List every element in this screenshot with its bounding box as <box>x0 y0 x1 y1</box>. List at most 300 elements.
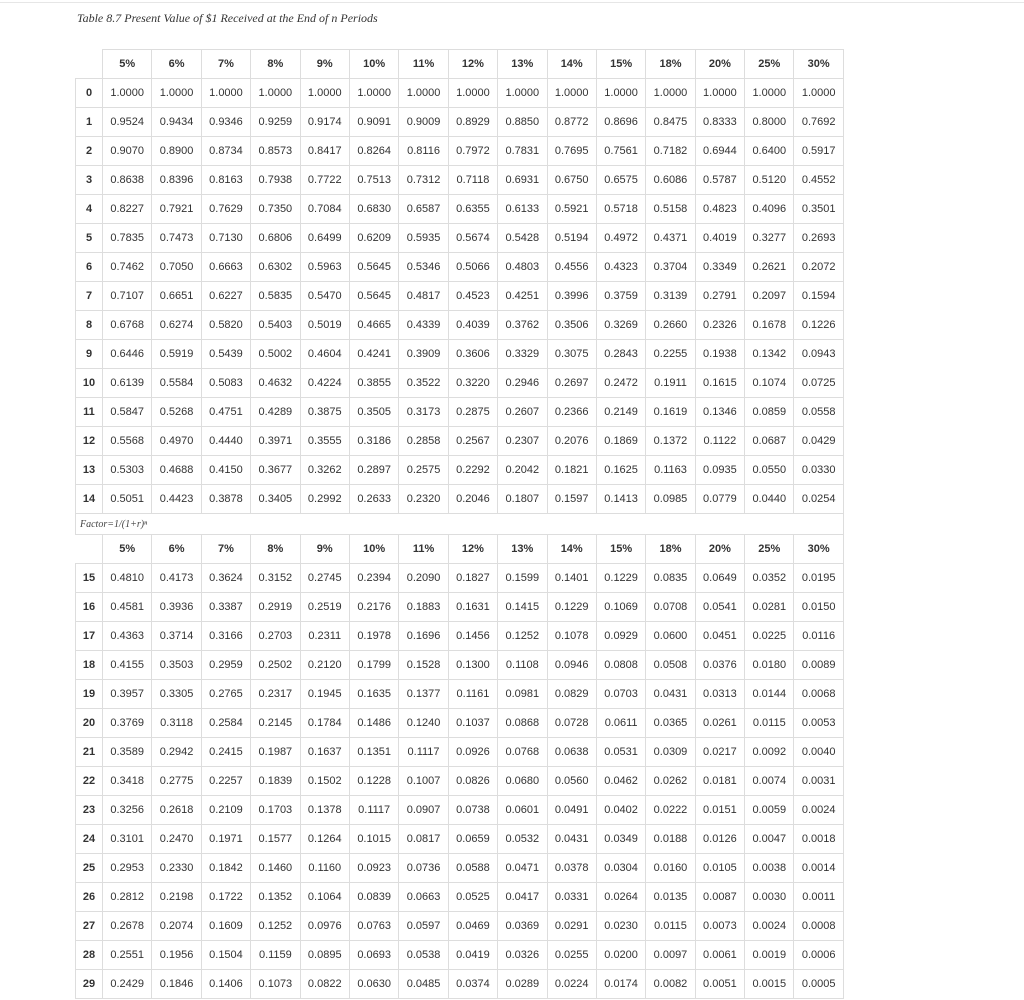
pv-cell: 0.0222 <box>646 796 695 825</box>
pv-cell: 0.0089 <box>794 651 843 680</box>
pv-cell: 0.6587 <box>399 195 448 224</box>
rate-header: 12% <box>448 535 497 564</box>
pv-cell: 0.2394 <box>349 564 398 593</box>
pv-cell: 0.1869 <box>596 427 645 456</box>
pv-cell: 0.5919 <box>152 340 201 369</box>
pv-cell: 0.2042 <box>498 456 547 485</box>
pv-cell: 0.7513 <box>349 166 398 195</box>
pv-cell: 0.1827 <box>448 564 497 593</box>
pv-cell: 0.1073 <box>251 970 300 999</box>
pv-cell: 0.3269 <box>596 311 645 340</box>
pv-cell: 0.0935 <box>695 456 744 485</box>
pv-cell: 0.4817 <box>399 282 448 311</box>
pv-cell: 0.0541 <box>695 593 744 622</box>
pv-cell: 0.3762 <box>498 311 547 340</box>
pv-cell: 0.1015 <box>349 825 398 854</box>
pv-cell: 0.1883 <box>399 593 448 622</box>
pv-cell: 0.4556 <box>547 253 596 282</box>
rate-header: 13% <box>498 535 547 564</box>
table-row <box>76 970 844 999</box>
rate-header: 25% <box>745 535 794 564</box>
pv-cell: 0.0019 <box>745 941 794 970</box>
pv-cell: 0.0431 <box>547 825 596 854</box>
pv-cell: 0.1377 <box>399 680 448 709</box>
rate-header: 30% <box>794 535 843 564</box>
pv-cell: 0.7629 <box>201 195 250 224</box>
pv-cell: 0.0663 <box>399 883 448 912</box>
pv-cell: 0.1911 <box>646 369 695 398</box>
pv-cell: 0.2703 <box>251 622 300 651</box>
top-divider <box>0 2 1024 3</box>
pv-cell: 0.5847 <box>103 398 152 427</box>
pv-cell: 0.0181 <box>695 767 744 796</box>
pv-cell: 0.0976 <box>300 912 349 941</box>
pv-cell: 0.0180 <box>745 651 794 680</box>
pv-cell: 0.0550 <box>745 456 794 485</box>
pv-cell: 0.2745 <box>300 564 349 593</box>
pv-cell: 0.2519 <box>300 593 349 622</box>
pv-cell: 0.0923 <box>349 854 398 883</box>
pv-cell: 0.2470 <box>152 825 201 854</box>
table-row <box>76 796 844 825</box>
pv-cell: 0.2660 <box>646 311 695 340</box>
pv-cell: 0.4688 <box>152 456 201 485</box>
pv-cell: 0.1401 <box>547 564 596 593</box>
pv-cell: 0.6944 <box>695 137 744 166</box>
pv-cell: 0.2621 <box>745 253 794 282</box>
pv-cell: 0.2255 <box>646 340 695 369</box>
pv-cell: 0.4155 <box>103 651 152 680</box>
pv-cell: 0.5403 <box>251 311 300 340</box>
pv-cell: 0.8900 <box>152 137 201 166</box>
pv-cell: 0.7972 <box>448 137 497 166</box>
pv-cell: 0.0224 <box>547 970 596 999</box>
period-cell: 19 <box>76 680 103 709</box>
pv-cell: 0.3387 <box>201 593 250 622</box>
pv-cell: 0.5645 <box>349 253 398 282</box>
pv-cell: 0.0116 <box>794 622 843 651</box>
pv-cell: 0.7084 <box>300 195 349 224</box>
pv-cell: 0.2791 <box>695 282 744 311</box>
pv-cell: 0.0451 <box>695 622 744 651</box>
pv-cell: 0.4523 <box>448 282 497 311</box>
pv-cell: 0.3152 <box>251 564 300 593</box>
rate-header: 10% <box>349 50 398 79</box>
period-cell: 3 <box>76 166 103 195</box>
pv-cell: 0.1956 <box>152 941 201 970</box>
pv-cell: 0.0082 <box>646 970 695 999</box>
pv-cell: 0.2076 <box>547 427 596 456</box>
pv-cell: 0.0693 <box>349 941 398 970</box>
pv-cell: 0.8696 <box>596 108 645 137</box>
pv-cell: 0.1252 <box>251 912 300 941</box>
pv-cell: 0.5066 <box>448 253 497 282</box>
pv-cell: 0.7312 <box>399 166 448 195</box>
pv-cell: 0.4323 <box>596 253 645 282</box>
pv-cell: 0.6227 <box>201 282 250 311</box>
pv-cell: 0.1597 <box>547 485 596 514</box>
pv-cell: 0.1696 <box>399 622 448 651</box>
pv-cell: 0.0061 <box>695 941 744 970</box>
pv-cell: 0.2812 <box>103 883 152 912</box>
pv-cell: 0.4823 <box>695 195 744 224</box>
period-cell: 20 <box>76 709 103 738</box>
pv-cell: 0.1631 <box>448 593 497 622</box>
pv-cell: 0.6806 <box>251 224 300 253</box>
pv-cell: 0.3555 <box>300 427 349 456</box>
pv-cell: 0.9524 <box>103 108 152 137</box>
pv-cell: 0.2858 <box>399 427 448 456</box>
pv-cell: 0.4423 <box>152 485 201 514</box>
pv-cell: 0.6139 <box>103 369 152 398</box>
table-row <box>76 825 844 854</box>
pv-cell: 0.1594 <box>794 282 843 311</box>
pv-cell: 0.2942 <box>152 738 201 767</box>
pv-cell: 0.9091 <box>349 108 398 137</box>
pv-cell: 0.0255 <box>547 941 596 970</box>
pv-cell: 0.1502 <box>300 767 349 796</box>
period-cell: 16 <box>76 593 103 622</box>
pv-cell: 0.0907 <box>399 796 448 825</box>
pv-cell: 0.0014 <box>794 854 843 883</box>
pv-cell: 0.9434 <box>152 108 201 137</box>
pv-cell: 0.5718 <box>596 195 645 224</box>
table-row <box>76 883 844 912</box>
pv-cell: 0.0038 <box>745 854 794 883</box>
pv-cell: 0.7695 <box>547 137 596 166</box>
pv-cell: 0.1159 <box>251 941 300 970</box>
pv-cell: 0.1117 <box>399 738 448 767</box>
pv-cell: 0.2366 <box>547 398 596 427</box>
pv-cell: 0.7182 <box>646 137 695 166</box>
pv-cell: 0.5303 <box>103 456 152 485</box>
pv-cell: 0.5120 <box>745 166 794 195</box>
pv-cell: 0.0230 <box>596 912 645 941</box>
rate-header: 5% <box>103 535 152 564</box>
pv-cell: 0.2765 <box>201 680 250 709</box>
pv-cell: 0.0059 <box>745 796 794 825</box>
pv-cell: 0.2897 <box>349 456 398 485</box>
pv-cell: 0.0374 <box>448 970 497 999</box>
pv-cell: 0.0826 <box>448 767 497 796</box>
pv-cell: 0.6830 <box>349 195 398 224</box>
pv-cell: 0.1842 <box>201 854 250 883</box>
pv-cell: 0.2311 <box>300 622 349 651</box>
pv-cell: 0.3329 <box>498 340 547 369</box>
pv-cell: 0.5158 <box>646 195 695 224</box>
pv-cell: 0.3075 <box>547 340 596 369</box>
pv-cell: 0.4371 <box>646 224 695 253</box>
period-cell: 26 <box>76 883 103 912</box>
pv-cell: 0.2697 <box>547 369 596 398</box>
pv-cell: 0.0763 <box>349 912 398 941</box>
pv-cell: 0.0115 <box>745 709 794 738</box>
pv-cell: 0.1821 <box>547 456 596 485</box>
rate-header: 11% <box>399 535 448 564</box>
present-value-table <box>75 49 844 999</box>
pv-cell: 0.0611 <box>596 709 645 738</box>
rate-header: 8% <box>251 50 300 79</box>
pv-cell: 0.5051 <box>103 485 152 514</box>
pv-cell: 0.0895 <box>300 941 349 970</box>
pv-cell: 0.0188 <box>646 825 695 854</box>
pv-cell: 0.4241 <box>349 340 398 369</box>
period-cell: 18 <box>76 651 103 680</box>
period-cell: 17 <box>76 622 103 651</box>
pv-cell: 0.3769 <box>103 709 152 738</box>
pv-cell: 0.0431 <box>646 680 695 709</box>
pv-cell: 0.0030 <box>745 883 794 912</box>
pv-cell: 0.2320 <box>399 485 448 514</box>
pv-cell: 0.0417 <box>498 883 547 912</box>
pv-cell: 0.2551 <box>103 941 152 970</box>
pv-cell: 0.5963 <box>300 253 349 282</box>
rate-header-row <box>76 50 844 79</box>
pv-cell: 0.1528 <box>399 651 448 680</box>
pv-cell: 0.3349 <box>695 253 744 282</box>
pv-cell: 0.3262 <box>300 456 349 485</box>
pv-cell: 0.0462 <box>596 767 645 796</box>
pv-cell: 0.7107 <box>103 282 152 311</box>
pv-cell: 0.0068 <box>794 680 843 709</box>
pv-cell: 0.2072 <box>794 253 843 282</box>
pv-cell: 0.0151 <box>695 796 744 825</box>
rate-header: 10% <box>349 535 398 564</box>
table-row <box>76 912 844 941</box>
pv-cell: 0.2317 <box>251 680 300 709</box>
rate-header: 20% <box>695 535 744 564</box>
pv-cell: 0.0289 <box>498 970 547 999</box>
pv-cell: 0.4803 <box>498 253 547 282</box>
pv-cell: 0.1619 <box>646 398 695 427</box>
pv-cell: 0.1460 <box>251 854 300 883</box>
pv-cell: 0.1625 <box>596 456 645 485</box>
rate-header: 8% <box>251 535 300 564</box>
pv-cell: 0.2502 <box>251 651 300 680</box>
period-cell: 15 <box>76 564 103 593</box>
pv-cell: 0.3522 <box>399 369 448 398</box>
pv-cell: 0.0829 <box>547 680 596 709</box>
pv-cell: 0.0326 <box>498 941 547 970</box>
pv-cell: 0.8000 <box>745 108 794 137</box>
pv-cell: 0.8638 <box>103 166 152 195</box>
pv-cell: 0.1635 <box>349 680 398 709</box>
pv-cell: 0.9070 <box>103 137 152 166</box>
pv-cell: 0.9346 <box>201 108 250 137</box>
pv-cell: 0.0649 <box>695 564 744 593</box>
pv-cell: 0.2959 <box>201 651 250 680</box>
period-cell: 9 <box>76 340 103 369</box>
rate-header: 6% <box>152 535 201 564</box>
period-cell: 5 <box>76 224 103 253</box>
pv-cell: 1.0000 <box>596 79 645 108</box>
rate-header: 30% <box>794 50 843 79</box>
table-row <box>76 456 844 485</box>
pv-cell: 0.2176 <box>349 593 398 622</box>
pv-cell: 0.0926 <box>448 738 497 767</box>
pv-cell: 0.8734 <box>201 137 250 166</box>
pv-cell: 0.1163 <box>646 456 695 485</box>
pv-cell: 0.0597 <box>399 912 448 941</box>
factor-note: Factor=1/(1+r)ⁿ <box>76 514 844 535</box>
pv-cell: 0.1342 <box>745 340 794 369</box>
pv-cell: 1.0000 <box>448 79 497 108</box>
pv-cell: 0.7921 <box>152 195 201 224</box>
pv-cell: 0.0659 <box>448 825 497 854</box>
pv-cell: 0.1577 <box>251 825 300 854</box>
pv-cell: 0.2607 <box>498 398 547 427</box>
pv-cell: 0.3624 <box>201 564 250 593</box>
table-body <box>76 50 844 999</box>
pv-cell: 0.2307 <box>498 427 547 456</box>
rate-header: 18% <box>646 535 695 564</box>
pv-cell: 0.4440 <box>201 427 250 456</box>
pv-cell: 0.3996 <box>547 282 596 311</box>
pv-cell: 0.1122 <box>695 427 744 456</box>
pv-cell: 0.0768 <box>498 738 547 767</box>
pv-cell: 0.1784 <box>300 709 349 738</box>
pv-cell: 0.0330 <box>794 456 843 485</box>
period-cell: 24 <box>76 825 103 854</box>
pv-cell: 0.0291 <box>547 912 596 941</box>
pv-cell: 0.5917 <box>794 137 843 166</box>
pv-cell: 0.0946 <box>547 651 596 680</box>
rate-header: 15% <box>596 535 645 564</box>
pv-cell: 0.1609 <box>201 912 250 941</box>
pv-cell: 0.0024 <box>794 796 843 825</box>
pv-cell: 0.0126 <box>695 825 744 854</box>
pv-cell: 0.2567 <box>448 427 497 456</box>
pv-cell: 0.1378 <box>300 796 349 825</box>
table-row <box>76 738 844 767</box>
table-row <box>76 427 844 456</box>
pv-cell: 0.3606 <box>448 340 497 369</box>
table-row <box>76 680 844 709</box>
pv-cell: 0.1846 <box>152 970 201 999</box>
pv-cell: 0.7118 <box>448 166 497 195</box>
pv-cell: 0.0638 <box>547 738 596 767</box>
pv-cell: 0.4039 <box>448 311 497 340</box>
pv-cell: 0.0304 <box>596 854 645 883</box>
table-row <box>76 79 844 108</box>
pv-cell: 0.6446 <box>103 340 152 369</box>
pv-cell: 0.2097 <box>745 282 794 311</box>
pv-cell: 0.0254 <box>794 485 843 514</box>
pv-cell: 0.0779 <box>695 485 744 514</box>
table-caption: Table 8.7 Present Value of $1 Received at the End of n Periods <box>77 11 378 25</box>
pv-cell: 0.5787 <box>695 166 744 195</box>
rate-header: 11% <box>399 50 448 79</box>
pv-cell: 0.0728 <box>547 709 596 738</box>
period-cell: 23 <box>76 796 103 825</box>
pv-cell: 0.2090 <box>399 564 448 593</box>
pv-cell: 0.1037 <box>448 709 497 738</box>
pv-cell: 0.3759 <box>596 282 645 311</box>
pv-cell: 0.0630 <box>349 970 398 999</box>
pv-cell: 0.6209 <box>349 224 398 253</box>
pv-cell: 0.2953 <box>103 854 152 883</box>
pv-cell: 0.3101 <box>103 825 152 854</box>
header-corner-cell <box>76 535 103 564</box>
pv-cell: 0.0105 <box>695 854 744 883</box>
pv-cell: 0.7938 <box>251 166 300 195</box>
pv-cell: 0.3909 <box>399 340 448 369</box>
pv-cell: 0.1078 <box>547 622 596 651</box>
pv-cell: 0.2109 <box>201 796 250 825</box>
pv-cell: 0.5568 <box>103 427 152 456</box>
pv-cell: 0.2946 <box>498 369 547 398</box>
pv-cell: 0.0469 <box>448 912 497 941</box>
pv-cell: 0.1351 <box>349 738 398 767</box>
pv-cell: 0.3277 <box>745 224 794 253</box>
pv-cell: 1.0000 <box>300 79 349 108</box>
pv-cell: 0.4972 <box>596 224 645 253</box>
pv-cell: 0.1069 <box>596 593 645 622</box>
pv-cell: 0.6499 <box>300 224 349 253</box>
pv-cell: 0.1252 <box>498 622 547 651</box>
pv-cell: 0.0808 <box>596 651 645 680</box>
pv-cell: 0.2292 <box>448 456 497 485</box>
pv-cell: 0.1161 <box>448 680 497 709</box>
pv-cell: 0.0868 <box>498 709 547 738</box>
pv-cell: 0.3166 <box>201 622 250 651</box>
pv-cell: 0.1228 <box>349 767 398 796</box>
pv-cell: 0.3503 <box>152 651 201 680</box>
pv-cell: 0.0419 <box>448 941 497 970</box>
pv-cell: 0.3878 <box>201 485 250 514</box>
table-row <box>76 485 844 514</box>
pv-cell: 0.1229 <box>596 564 645 593</box>
pv-cell: 0.2843 <box>596 340 645 369</box>
pv-cell: 0.1074 <box>745 369 794 398</box>
pv-cell: 0.0160 <box>646 854 695 883</box>
period-cell: 10 <box>76 369 103 398</box>
pv-cell: 0.0261 <box>695 709 744 738</box>
pv-cell: 0.0281 <box>745 593 794 622</box>
pv-cell: 0.0074 <box>745 767 794 796</box>
pv-cell: 0.0087 <box>695 883 744 912</box>
pv-cell: 0.3418 <box>103 767 152 796</box>
pv-cell: 0.1722 <box>201 883 250 912</box>
rate-header: 18% <box>646 50 695 79</box>
pv-cell: 0.6768 <box>103 311 152 340</box>
pv-cell: 0.6750 <box>547 166 596 195</box>
pv-cell: 0.0491 <box>547 796 596 825</box>
period-cell: 2 <box>76 137 103 166</box>
pv-cell: 0.0531 <box>596 738 645 767</box>
pv-cell: 0.3704 <box>646 253 695 282</box>
pv-cell: 0.1678 <box>745 311 794 340</box>
pv-cell: 0.3957 <box>103 680 152 709</box>
pv-cell: 0.3875 <box>300 398 349 427</box>
pv-cell: 0.2074 <box>152 912 201 941</box>
pv-cell: 0.4810 <box>103 564 152 593</box>
period-cell: 0 <box>76 79 103 108</box>
pv-cell: 0.2992 <box>300 485 349 514</box>
pv-cell: 0.0981 <box>498 680 547 709</box>
pv-cell: 0.0097 <box>646 941 695 970</box>
pv-cell: 0.0144 <box>745 680 794 709</box>
pv-cell: 0.3971 <box>251 427 300 456</box>
pv-cell: 0.7350 <box>251 195 300 224</box>
pv-cell: 0.3405 <box>251 485 300 514</box>
pv-cell: 0.2678 <box>103 912 152 941</box>
pv-cell: 0.0031 <box>794 767 843 796</box>
pv-cell: 0.4224 <box>300 369 349 398</box>
pv-cell: 0.0822 <box>300 970 349 999</box>
pv-cell: 0.3220 <box>448 369 497 398</box>
pv-cell: 0.1160 <box>300 854 349 883</box>
